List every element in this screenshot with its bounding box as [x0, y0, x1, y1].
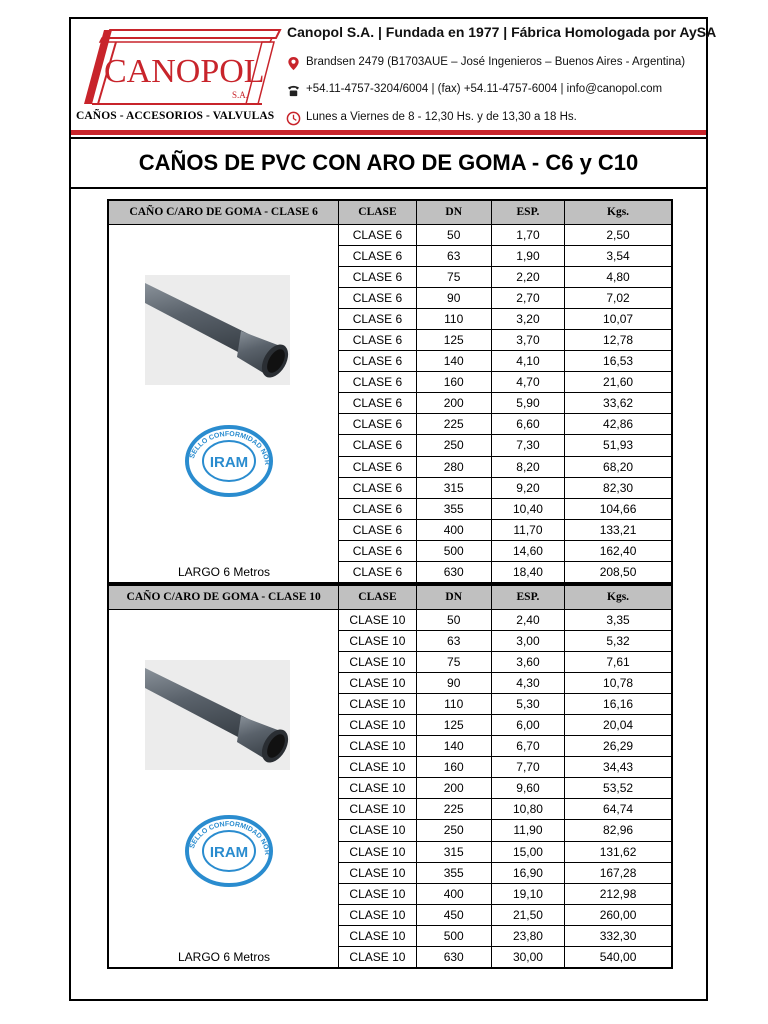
cell-esp: 6,60 — [491, 414, 564, 435]
product-image-cell — [108, 224, 339, 583]
cell-clase: CLASE 6 — [339, 540, 416, 561]
cell-dn: 90 — [416, 672, 491, 693]
cell-esp: 4,10 — [491, 351, 564, 372]
cell-clase: CLASE 10 — [339, 651, 416, 672]
cell-kgs: 10,78 — [565, 672, 672, 693]
cell-esp: 9,20 — [491, 477, 564, 498]
cell-kgs: 82,96 — [565, 820, 672, 841]
logo-text: CANOPOL — [104, 53, 265, 90]
company-address: Brandsen 2479 (B1703AUE – José Ingenieros – Buenos Aires - Argentina) — [306, 56, 686, 68]
col-header-clase: CLASE — [339, 200, 416, 224]
cell-esp: 5,90 — [491, 393, 564, 414]
cell-esp: 4,70 — [491, 372, 564, 393]
cell-dn: 75 — [416, 651, 491, 672]
cell-esp: 11,90 — [491, 820, 564, 841]
cell-kgs: 10,07 — [565, 308, 672, 329]
cell-dn: 225 — [416, 414, 491, 435]
cell-esp: 18,40 — [491, 562, 564, 583]
cell-dn: 280 — [416, 456, 491, 477]
cell-esp: 4,30 — [491, 672, 564, 693]
title-divider — [71, 187, 706, 189]
cell-dn: 355 — [416, 498, 491, 519]
cell-clase: CLASE 10 — [339, 736, 416, 757]
cell-kgs: 2,50 — [565, 224, 672, 245]
table-row — [108, 609, 672, 630]
cell-clase: CLASE 10 — [339, 862, 416, 883]
cell-kgs: 16,53 — [565, 351, 672, 372]
col-header-dn: DN — [416, 200, 491, 224]
cell-esp: 15,00 — [491, 841, 564, 862]
table-row — [108, 224, 672, 245]
cell-esp: 19,10 — [491, 883, 564, 904]
cell-esp: 23,80 — [491, 925, 564, 946]
cell-kgs: 4,80 — [565, 266, 672, 287]
cell-clase: CLASE 6 — [339, 266, 416, 287]
cell-clase: CLASE 10 — [339, 925, 416, 946]
cell-clase: CLASE 10 — [339, 820, 416, 841]
header-red-bar — [71, 130, 706, 135]
cell-esp: 16,90 — [491, 862, 564, 883]
cell-dn: 630 — [416, 562, 491, 583]
table-header-title: CAÑO C/ARO DE GOMA - CLASE 10 — [108, 585, 339, 609]
cell-clase: CLASE 10 — [339, 947, 416, 968]
largo-label: LARGO 6 Metros — [177, 950, 271, 965]
cell-dn: 315 — [416, 841, 491, 862]
col-header-esp: ESP. — [491, 200, 564, 224]
phone-icon — [286, 83, 301, 98]
cell-clase: CLASE 6 — [339, 435, 416, 456]
cell-clase: CLASE 6 — [339, 477, 416, 498]
cell-clase: CLASE 6 — [339, 287, 416, 308]
cell-clase: CLASE 6 — [339, 329, 416, 350]
cell-clase: CLASE 6 — [339, 498, 416, 519]
cell-kgs: 3,54 — [565, 245, 672, 266]
seal-arc-text: SELLO CONFORMIDAD NOR — [188, 820, 271, 855]
cell-clase: CLASE 10 — [339, 693, 416, 714]
cell-esp: 2,20 — [491, 266, 564, 287]
cell-kgs: 7,02 — [565, 287, 672, 308]
cell-clase: CLASE 10 — [339, 714, 416, 735]
cell-kgs: 12,78 — [565, 329, 672, 350]
cell-dn: 200 — [416, 393, 491, 414]
cell-kgs: 20,04 — [565, 714, 672, 735]
cell-kgs: 104,66 — [565, 498, 672, 519]
cell-kgs: 16,16 — [565, 693, 672, 714]
cell-dn: 250 — [416, 435, 491, 456]
cell-esp: 1,70 — [491, 224, 564, 245]
cell-clase: CLASE 10 — [339, 778, 416, 799]
cell-kgs: 162,40 — [565, 540, 672, 561]
cell-clase: CLASE 10 — [339, 609, 416, 630]
cell-kgs: 3,35 — [565, 609, 672, 630]
cell-dn: 355 — [416, 862, 491, 883]
pvc-pipe-image — [145, 660, 290, 770]
cell-clase: CLASE 6 — [339, 393, 416, 414]
cell-esp: 2,70 — [491, 287, 564, 308]
cell-clase: CLASE 10 — [339, 630, 416, 651]
cell-clase: CLASE 6 — [339, 245, 416, 266]
cell-esp: 3,70 — [491, 329, 564, 350]
cell-kgs: 68,20 — [565, 456, 672, 477]
cell-kgs: 33,62 — [565, 393, 672, 414]
cell-dn: 160 — [416, 757, 491, 778]
cell-clase: CLASE 10 — [339, 672, 416, 693]
cell-esp: 7,30 — [491, 435, 564, 456]
cell-kgs: 332,30 — [565, 925, 672, 946]
cell-kgs: 167,28 — [565, 862, 672, 883]
cell-dn: 500 — [416, 925, 491, 946]
seal-center-text: IRAM — [209, 453, 249, 471]
cell-esp: 9,60 — [491, 778, 564, 799]
cell-esp: 30,00 — [491, 947, 564, 968]
cell-clase: CLASE 10 — [339, 904, 416, 925]
cell-clase: CLASE 6 — [339, 456, 416, 477]
cell-clase: CLASE 6 — [339, 372, 416, 393]
cell-clase: CLASE 10 — [339, 841, 416, 862]
cell-clase: CLASE 6 — [339, 224, 416, 245]
cell-kgs: 260,00 — [565, 904, 672, 925]
location-pin-icon — [286, 56, 301, 71]
cell-dn: 50 — [416, 609, 491, 630]
cell-dn: 63 — [416, 630, 491, 651]
company-hours: Lunes a Viernes de 8 - 12,30 Hs. y de 13,30 a 18 Hs. — [306, 111, 577, 123]
cell-dn: 250 — [416, 820, 491, 841]
cell-dn: 200 — [416, 778, 491, 799]
cell-esp: 7,70 — [491, 757, 564, 778]
cell-kgs: 53,52 — [565, 778, 672, 799]
cell-esp: 8,20 — [491, 456, 564, 477]
cell-esp: 10,40 — [491, 498, 564, 519]
cell-clase: CLASE 6 — [339, 562, 416, 583]
header-divider — [71, 137, 706, 139]
canopol-logo — [82, 28, 282, 110]
cell-dn: 63 — [416, 245, 491, 266]
cell-kgs: 5,32 — [565, 630, 672, 651]
company-contact: +54.11-4757-3204/6004 | (fax) +54.11-4757-6004 | info@canopol.com — [306, 83, 663, 95]
cell-esp: 3,20 — [491, 308, 564, 329]
iram-seal-icon — [184, 425, 274, 497]
cell-esp: 11,70 — [491, 519, 564, 540]
company-headline: Canopol S.A. | Fundada en 1977 | Fábrica Homologada por AySA — [287, 24, 717, 40]
cell-kgs: 133,21 — [565, 519, 672, 540]
cell-dn: 125 — [416, 714, 491, 735]
cell-esp: 6,70 — [491, 736, 564, 757]
cell-esp: 2,40 — [491, 609, 564, 630]
cell-dn: 125 — [416, 329, 491, 350]
spec-table-clase10 — [107, 584, 673, 969]
cell-kgs: 51,93 — [565, 435, 672, 456]
cell-kgs: 64,74 — [565, 799, 672, 820]
col-header-esp: ESP. — [491, 585, 564, 609]
col-header-clase: CLASE — [339, 585, 416, 609]
cell-esp: 5,30 — [491, 693, 564, 714]
company-tagline: CAÑOS - ACCESORIOS - VALVULAS — [76, 110, 275, 122]
cell-kgs: 540,00 — [565, 947, 672, 968]
cell-dn: 110 — [416, 308, 491, 329]
cell-kgs: 82,30 — [565, 477, 672, 498]
cell-esp: 3,00 — [491, 630, 564, 651]
cell-kgs: 21,60 — [565, 372, 672, 393]
cell-kgs: 34,43 — [565, 757, 672, 778]
seal-center-text: IRAM — [209, 843, 249, 861]
cell-kgs: 7,61 — [565, 651, 672, 672]
spec-table-clase6 — [107, 199, 673, 584]
cell-dn: 500 — [416, 540, 491, 561]
cell-esp: 1,90 — [491, 245, 564, 266]
cell-kgs: 208,50 — [565, 562, 672, 583]
cell-esp: 6,00 — [491, 714, 564, 735]
cell-esp: 21,50 — [491, 904, 564, 925]
cell-kgs: 42,86 — [565, 414, 672, 435]
cell-dn: 225 — [416, 799, 491, 820]
cell-kgs: 131,62 — [565, 841, 672, 862]
cell-dn: 400 — [416, 883, 491, 904]
largo-label: LARGO 6 Metros — [177, 565, 271, 580]
cell-clase: CLASE 6 — [339, 519, 416, 540]
cell-kgs: 26,29 — [565, 736, 672, 757]
cell-clase: CLASE 10 — [339, 757, 416, 778]
cell-dn: 450 — [416, 904, 491, 925]
cell-clase: CLASE 6 — [339, 308, 416, 329]
logo-sa: S.A. — [232, 90, 249, 100]
cell-dn: 315 — [416, 477, 491, 498]
table-header-title: CAÑO C/ARO DE GOMA - CLASE 6 — [108, 200, 339, 224]
cell-dn: 50 — [416, 224, 491, 245]
cell-esp: 10,80 — [491, 799, 564, 820]
cell-clase: CLASE 6 — [339, 414, 416, 435]
iram-seal-icon — [184, 815, 274, 887]
col-header-dn: DN — [416, 585, 491, 609]
clock-icon — [286, 111, 301, 126]
cell-esp: 14,60 — [491, 540, 564, 561]
col-header-kgs: Kgs. — [565, 200, 672, 224]
cell-dn: 110 — [416, 693, 491, 714]
cell-dn: 630 — [416, 947, 491, 968]
cell-clase: CLASE 6 — [339, 351, 416, 372]
seal-arc-text: SELLO CONFORMIDAD NOR — [188, 430, 271, 465]
cell-clase: CLASE 10 — [339, 799, 416, 820]
cell-dn: 140 — [416, 351, 491, 372]
cell-esp: 3,60 — [491, 651, 564, 672]
page-title: CAÑOS DE PVC CON ARO DE GOMA - C6 y C10 — [138, 150, 639, 175]
cell-clase: CLASE 10 — [339, 883, 416, 904]
col-header-kgs: Kgs. — [565, 585, 672, 609]
cell-dn: 90 — [416, 287, 491, 308]
cell-dn: 140 — [416, 736, 491, 757]
cell-dn: 400 — [416, 519, 491, 540]
cell-dn: 75 — [416, 266, 491, 287]
cell-kgs: 212,98 — [565, 883, 672, 904]
product-image-cell — [108, 609, 339, 968]
pvc-pipe-image — [145, 275, 290, 385]
cell-dn: 160 — [416, 372, 491, 393]
